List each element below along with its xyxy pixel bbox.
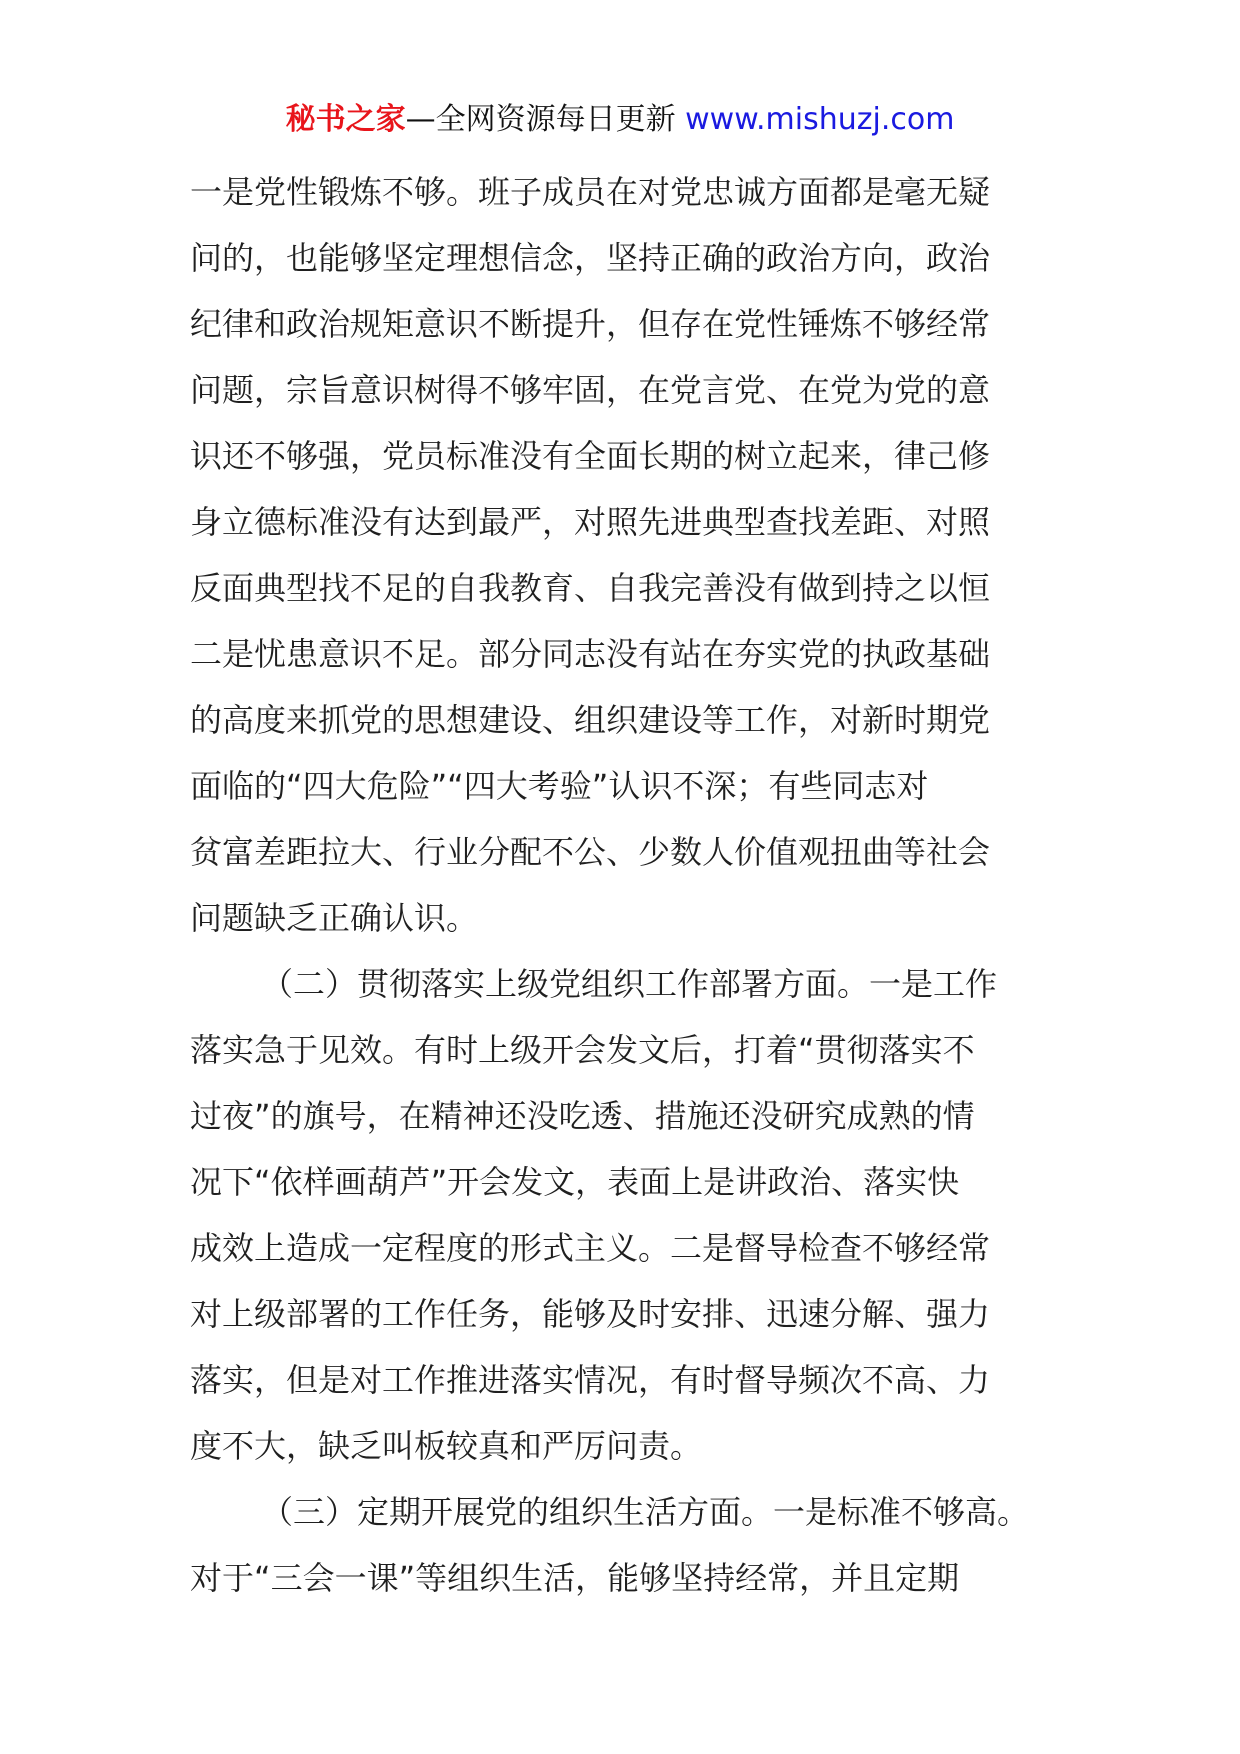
site-brand: 秘书之家: [285, 102, 406, 137]
text-line: 问题，宗旨意识树得不够牢固，在党言党、在党为党的意: [190, 371, 991, 409]
text-line: 成效上造成一定程度的形式主义。二是督导检查不够经常: [190, 1229, 991, 1267]
text-line: 对于“三会一课”等组织生活，能够坚持经常，并且定期: [190, 1559, 960, 1597]
text-line: 面临的“四大危险”“四大考验”认识不深；有些同志对: [190, 767, 929, 805]
text-line: 过夜”的旗号，在精神还没吃透、措施还没研究成熟的情: [190, 1097, 975, 1135]
text-line: 对上级部署的工作任务，能够及时安排、迅速分解、强力: [190, 1295, 991, 1333]
site-url-link[interactable]: www.mishuzj.com: [685, 102, 955, 137]
site-header: [0, 100, 1240, 140]
text-line: 一是党性锻炼不够。班子成员在对党忠诚方面都是毫无疑: [190, 173, 991, 211]
text-line: 贫富差距拉大、行业分配不公、少数人价值观扭曲等社会: [190, 833, 991, 871]
site-tagline: —全网资源每日更新: [405, 102, 686, 137]
text-line: 问的，也能够坚定理想信念，坚持正确的政治方向，政治: [190, 239, 991, 277]
text-line: 识还不够强，党员标准没有全面长期的树立起来，律己修: [190, 437, 991, 475]
text-line: 二是忧患意识不足。部分同志没有站在夯实党的执政基础: [190, 635, 991, 673]
text-line: 度不大，缺乏叫板较真和严厉问责。: [190, 1427, 703, 1465]
text-line: 况下“依样画葫芦”开会发文，表面上是讲政治、落实快: [190, 1163, 960, 1201]
document-body: [190, 159, 1070, 1611]
text-line: 落实，但是对工作推进落实情况，有时督导频次不高、力: [190, 1361, 991, 1399]
paragraph-start-line: （二）贯彻落实上级党组织工作部署方面。一是工作: [261, 965, 998, 1003]
paragraph-start-line: （三）定期开展党的组织生活方面。一是标准不够高。: [261, 1493, 1030, 1531]
text-line: 纪律和政治规矩意识不断提升，但存在党性锤炼不够经常: [190, 305, 991, 343]
text-line: 问题缺乏正确认识。: [190, 899, 479, 937]
text-line: 的高度来抓党的思想建设、组织建设等工作，对新时期党: [190, 701, 991, 739]
text-line: 落实急于见效。有时上级开会发文后，打着“贯彻落实不: [190, 1031, 975, 1069]
text-line: 反面典型找不足的自我教育、自我完善没有做到持之以恒: [190, 569, 991, 607]
text-line: 身立德标准没有达到最严，对照先进典型查找差距、对照: [190, 503, 991, 541]
